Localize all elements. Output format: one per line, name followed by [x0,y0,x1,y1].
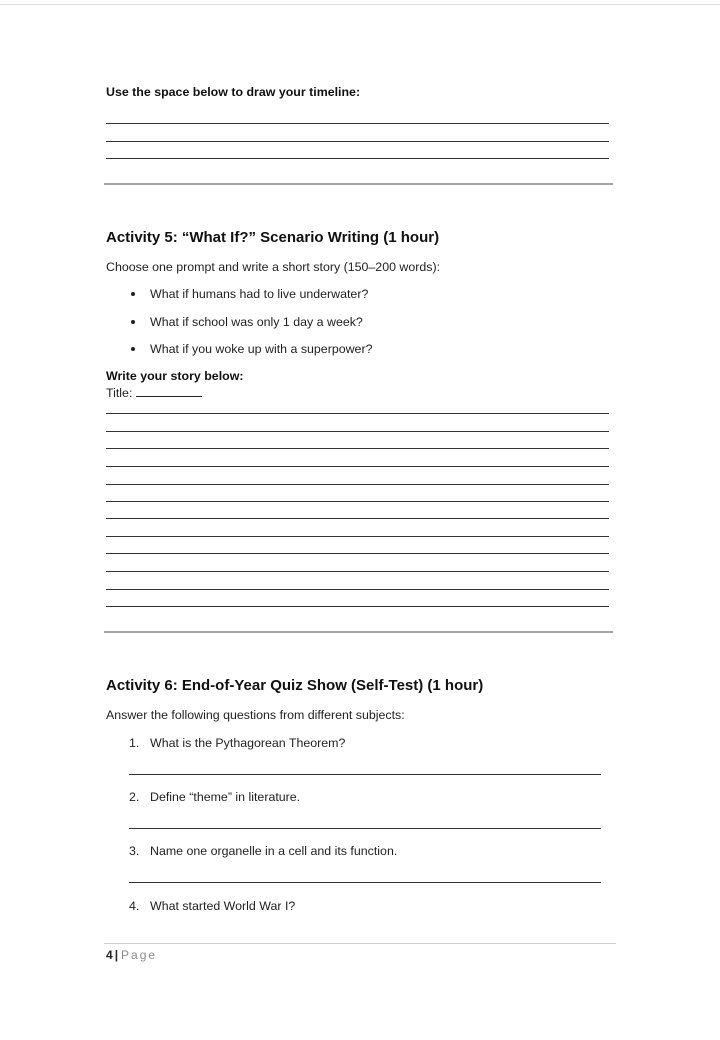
timeline-line[interactable] [106,141,609,142]
bullet-icon [131,347,135,351]
question-number: 4. [129,899,140,913]
story-line[interactable] [106,606,609,607]
title-label: Title: [106,386,133,400]
page-word: Page [121,948,158,962]
prompt-item: What if you woke up with a superpower? [150,342,373,356]
story-line[interactable] [106,553,609,554]
section-divider [104,183,613,185]
footer-divider [104,943,616,944]
timeline-line[interactable] [106,158,609,159]
timeline-instruction: Use the space below to draw your timeline: [106,85,361,99]
timeline-line[interactable] [106,123,609,124]
bullet-icon [131,292,135,296]
page-number: 4 [106,948,113,962]
story-title-field[interactable] [106,386,202,400]
title-blank-line[interactable] [136,386,202,397]
answer-line[interactable] [129,882,601,883]
question-text: Name one organelle in a cell and its function. [150,844,398,858]
story-line[interactable] [106,413,609,414]
story-line[interactable] [106,484,609,485]
activity6-heading: Activity 6: End-of-Year Quiz Show (Self-Test) (1 hour) [106,677,484,694]
prompt-item: What if humans had to live underwater? [150,287,369,301]
question-number: 2. [129,790,140,804]
footer-separator: | [114,948,119,962]
story-line[interactable] [106,518,609,519]
write-story-label: Write your story below: [106,369,244,383]
answer-line[interactable] [129,828,601,829]
page-top-border [0,4,720,5]
answer-line[interactable] [129,774,601,775]
activity5-heading: Activity 5: “What If?” Scenario Writing (1 hour) [106,229,440,246]
question-text: What is the Pythagorean Theorem? [150,736,346,750]
activity6-intro: Answer the following questions from different subjects: [106,708,405,722]
story-line[interactable] [106,431,609,432]
story-line[interactable] [106,571,609,572]
question-number: 3. [129,844,140,858]
question-text: Define “theme” in literature. [150,790,301,804]
page-footer [106,948,157,962]
prompt-item: What if school was only 1 day a week? [150,315,363,329]
question-number: 1. [129,736,140,750]
activity5-intro: Choose one prompt and write a short story (150–200 words): [106,260,441,274]
story-line[interactable] [106,589,609,590]
bullet-icon [131,320,135,324]
story-line[interactable] [106,466,609,467]
story-line[interactable] [106,536,609,537]
story-line[interactable] [106,448,609,449]
question-text: What started World War I? [150,899,296,913]
section-divider [104,631,613,633]
story-line[interactable] [106,501,609,502]
